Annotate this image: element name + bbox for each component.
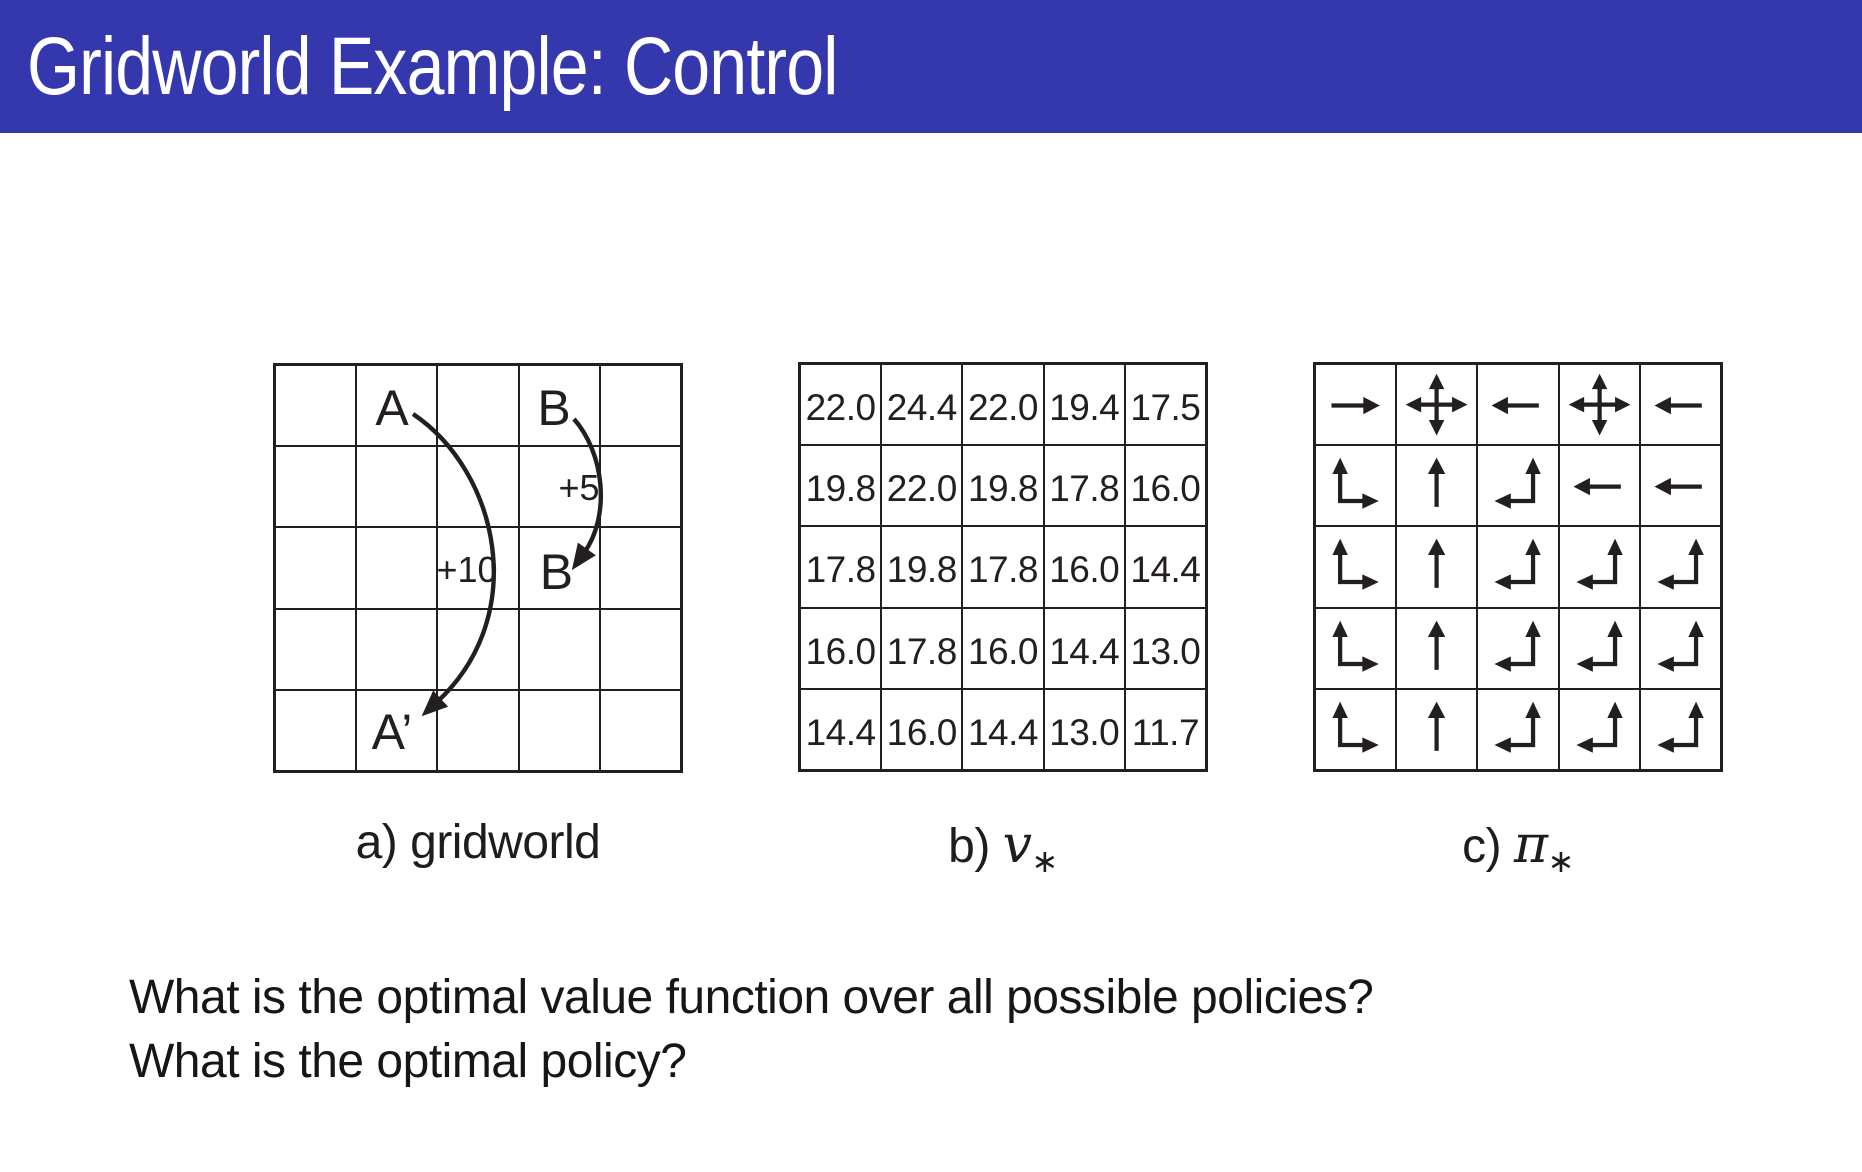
value-cell: 17.8 xyxy=(962,526,1043,607)
policy-arrow-up-left-icon xyxy=(1641,690,1720,769)
value-cell: 13.0 xyxy=(1044,689,1125,770)
value-cell: 16.0 xyxy=(962,608,1043,689)
policy-arrow-up-icon xyxy=(1397,690,1476,769)
policy-arrow-up-left-icon xyxy=(1560,690,1639,769)
value-cell: 19.8 xyxy=(800,445,881,526)
policy-arrow-up-icon xyxy=(1397,446,1476,525)
gridworld-label-reward-a: +10 xyxy=(436,549,498,590)
gridworld-cell xyxy=(437,446,518,527)
policy-cell xyxy=(1396,689,1477,770)
value-cell: 17.8 xyxy=(1044,445,1125,526)
policy-cell xyxy=(1559,526,1640,607)
caption-gridworld-text: a) gridworld xyxy=(355,816,601,869)
policy-arrow-up-left-icon xyxy=(1478,527,1557,606)
policy-arrow-all-icon xyxy=(1560,365,1639,444)
policy-arrow-up-right-icon xyxy=(1316,690,1395,769)
gridworld-cell xyxy=(275,690,356,771)
policy-cell xyxy=(1315,608,1396,689)
value-cell: 24.4 xyxy=(881,364,962,445)
caption-c-subscript: ∗ xyxy=(1547,842,1574,880)
gridworld-cell xyxy=(600,446,681,527)
policy-cell xyxy=(1640,526,1721,607)
policy-arrow-up-right-icon xyxy=(1316,609,1395,688)
policy-arrow-up-right-icon xyxy=(1316,527,1395,606)
gridworld-cell xyxy=(356,527,437,608)
gridworld-cell xyxy=(600,527,681,608)
policy-arrow-up-left-icon xyxy=(1641,609,1720,688)
gridworld-cell xyxy=(600,690,681,771)
question-line-1: What is the optimal value function over all possible policies? xyxy=(129,971,1374,1024)
gridworld-label-B: B xyxy=(537,380,571,436)
policy-arrow-all-icon xyxy=(1397,365,1476,444)
value-cell: 14.4 xyxy=(962,689,1043,770)
value-cell: 16.0 xyxy=(800,608,881,689)
policy-arrow-up-left-icon xyxy=(1478,690,1557,769)
value-cell: 19.8 xyxy=(962,445,1043,526)
policy-cell xyxy=(1640,364,1721,445)
policy-arrow-left-icon xyxy=(1641,446,1720,525)
caption-c-prefix: c) xyxy=(1462,820,1502,873)
caption-b-subscript: ∗ xyxy=(1031,842,1058,880)
policy-arrow-up-right-icon xyxy=(1316,446,1395,525)
value-cell: 17.8 xyxy=(800,526,881,607)
gridworld-cell xyxy=(519,446,600,527)
policy-cell xyxy=(1315,526,1396,607)
policy-arrow-up-left-icon xyxy=(1641,527,1720,606)
value-cell: 22.0 xyxy=(800,364,881,445)
gridworld-cell xyxy=(275,609,356,690)
value-cell: 22.0 xyxy=(881,445,962,526)
gridworld-label-reward-b: +5 xyxy=(558,467,600,508)
policy-arrow-up-left-icon xyxy=(1478,609,1557,688)
policy-cell xyxy=(1477,445,1558,526)
value-cell: 22.0 xyxy=(962,364,1043,445)
policy-arrow-left-icon xyxy=(1560,446,1639,525)
policy-cell xyxy=(1559,608,1640,689)
value-cell: 11.7 xyxy=(1125,689,1206,770)
gridworld-cell xyxy=(437,609,518,690)
caption-gridworld xyxy=(273,815,683,901)
gridworld-cell xyxy=(356,446,437,527)
slide-header xyxy=(0,0,1862,133)
gridworld-cell xyxy=(275,527,356,608)
gridworld-cell xyxy=(519,609,600,690)
value-cell: 16.0 xyxy=(1125,445,1206,526)
policy-cell xyxy=(1315,445,1396,526)
policy-cell xyxy=(1559,445,1640,526)
policy-cell xyxy=(1640,445,1721,526)
policy-cell xyxy=(1396,364,1477,445)
gridworld-cell xyxy=(519,365,600,446)
value-cell: 14.4 xyxy=(1125,526,1206,607)
gridworld-cell xyxy=(437,690,518,771)
caption-value-function xyxy=(798,815,1208,901)
policy-cell xyxy=(1315,689,1396,770)
gridworld-grid xyxy=(273,363,683,773)
caption-b-prefix: b) xyxy=(948,820,990,873)
policy-cell xyxy=(1640,689,1721,770)
gridworld-cell xyxy=(356,365,437,446)
value-cell: 14.4 xyxy=(1044,608,1125,689)
policy-arrow-left-icon xyxy=(1478,365,1557,444)
policy-cell xyxy=(1396,526,1477,607)
gridworld-label-A-prime: A’ xyxy=(371,704,413,760)
gridworld-label-B-prime: B’ xyxy=(539,544,585,600)
value-cell: 17.8 xyxy=(881,608,962,689)
caption-policy xyxy=(1313,815,1723,901)
policy-arrow-up-left-icon xyxy=(1560,609,1639,688)
policy-cell xyxy=(1559,364,1640,445)
policy-arrow-up-left-icon xyxy=(1560,527,1639,606)
policy-cell xyxy=(1396,445,1477,526)
policy-cell xyxy=(1396,608,1477,689)
value-cell: 16.0 xyxy=(881,689,962,770)
policy-cell xyxy=(1477,526,1558,607)
gridworld-cell xyxy=(519,527,600,608)
gridworld-cell xyxy=(437,527,518,608)
gridworld-cell xyxy=(600,365,681,446)
gridworld-cell xyxy=(275,446,356,527)
question-line-2: What is the optimal policy? xyxy=(129,1035,687,1088)
caption-c-symbol: π xyxy=(1513,815,1548,875)
policy-cell xyxy=(1477,608,1558,689)
gridworld-cell xyxy=(600,609,681,690)
gridworld-cell xyxy=(275,365,356,446)
policy-cell xyxy=(1315,364,1396,445)
value-cell: 13.0 xyxy=(1125,608,1206,689)
value-cell: 14.4 xyxy=(800,689,881,770)
value-cell: 19.8 xyxy=(881,526,962,607)
value-function-grid xyxy=(798,362,1208,772)
slide-title: Gridworld Example: Control xyxy=(27,21,838,112)
policy-grid xyxy=(1313,362,1723,772)
policy-cell xyxy=(1559,689,1640,770)
policy-arrow-left-icon xyxy=(1641,365,1720,444)
policy-cell xyxy=(1640,608,1721,689)
policy-arrow-up-icon xyxy=(1397,527,1476,606)
gridworld-cell xyxy=(356,690,437,771)
policy-cell xyxy=(1477,689,1558,770)
question-block xyxy=(129,966,1373,1094)
gridworld-label-A: A xyxy=(375,380,409,436)
value-cell: 16.0 xyxy=(1044,526,1125,607)
policy-cell xyxy=(1477,364,1558,445)
policy-arrow-up-icon xyxy=(1397,609,1476,688)
value-cell: 19.4 xyxy=(1044,364,1125,445)
gridworld-cell xyxy=(437,365,518,446)
caption-b-symbol: v xyxy=(1002,815,1032,875)
gridworld-cell xyxy=(356,609,437,690)
policy-arrow-up-left-icon xyxy=(1478,446,1557,525)
policy-arrow-right-icon xyxy=(1316,365,1395,444)
value-cell: 17.5 xyxy=(1125,364,1206,445)
gridworld-cell xyxy=(519,690,600,771)
